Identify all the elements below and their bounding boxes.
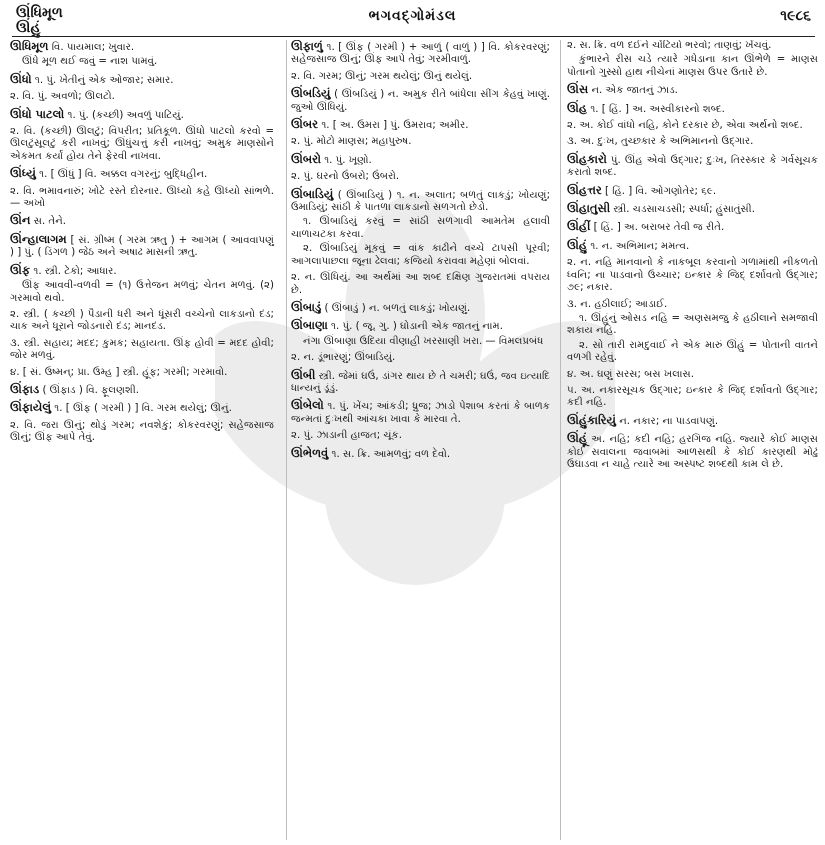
headword: ઊંહકારો [567,151,607,166]
definition-text: અ. નહિ; કદી નહિ; હરગિજ નહિ. જ્યારે કોઈ માણસ કોઈ સવાલના જવાબમાં આળસથી કે કોઈ કારણથી મોઢું ઉઘાડવા ન ચાહે ત્યારે આ અસ્પષ્ટ શબ્દથી કામ લે છે. [567,434,818,470]
dictionary-entry [10,367,274,379]
dictionary-entry [291,447,550,461]
definition-text: ૪. અ. ઘણું સરસ; બસ ખલાસ. [567,368,694,380]
definition-text: [ હિં. ] અ. બરાબર તેવી જ રીતે. [590,222,725,234]
dictionary-entry [291,118,550,132]
headword: ઊંહાતુસી [567,201,611,216]
definition-text: ( ઊંફાડ ) વિ. ફૂલણશી. [39,384,140,396]
dictionary-entry [567,136,818,148]
definition-text: ૩. ન. હઠીલાઈ; આડાઈ. [567,298,668,310]
headword: ઊંબર [291,117,319,132]
column-3 [560,40,818,840]
definition-text: ૨. વિ. (કચ્છી) ઊલટું; વિપરીત; પ્રતિકૂળ. ઊંધો પાટલો કરવો = ઊલટુંસૂલટું કરી નાખવું; ઊંધુંચત્તું કરી નાખવું; અમુક માણસોને એકમત કર્યાં હોય તેને ફેરવી નાખવા. [10,126,274,162]
definition-text: નંગા ઊંબાણા ઉદિયા વીણાહી ખરસાણી ખરા. — વિમલપ્રબંધ [303,335,544,347]
headword: ઊંફાડ [10,381,40,396]
header-first-word: ઊંધિમૂળ [16,5,63,21]
headword: ઊંભેળવું [291,445,329,460]
headword: ઊંબેલો [291,398,324,413]
headword: ઊંન્હાલાગમ [10,231,67,246]
definition-text: ૨. અ. કોઈ વાંધો નહિ, કોને દરકાર છે, એવા અર્થનો શબ્દ. [567,120,803,132]
headword: ઊંબાડિયું [291,186,334,201]
headword: ઊંહૂં [567,431,588,446]
headword: ઊંબડિયું [291,86,331,101]
headword: ઊંફ [10,262,31,277]
dictionary-entry [291,40,550,67]
headword: ઊંબરો [291,151,321,166]
definition-text: કુંભારને રીસ ચડે ત્યારે ગધેડાના કાન ઊંભેળે = માણસ પોતાનો ગુસ્સો હાથ નીચેનાં માણસ ઉપર ઉતારે છે. [567,54,818,78]
dictionary-entry [10,264,274,278]
headword: ઊંહ [567,100,588,115]
dictionary-entry [10,108,274,122]
definition-text: ૨. વિ. પું. અવળો; ઊલટો. [10,91,115,103]
header-title: ભગવદ્ગોમંડલ [368,8,457,24]
dictionary-entry [567,239,818,253]
definition-text: સ્ત્રી. જેમાં ઘઉં, ડાંગર થાય છે તે ચમરી; ઘઉં, જવ ઇત્યાદિ ધાન્યનું ડૂંડું. [291,370,550,394]
dictionary-entry [567,313,818,338]
dictionary-entry [10,56,274,68]
definition-text: ૨. સ્ત્રી. ( કચ્છી ) પૈડાની ધરી અને ધૂંસરી વચ્ચેનો લાકડાનો દંડ; ચાક અને ધૂરાને જોડનારો દંડ; માનદંડ. [10,308,274,333]
headword: ઊંફાળું [291,40,323,53]
definition-text: ૨. પું. મોટો માણસ; મહાપુરુષ. [291,136,412,148]
dictionary-entry [567,120,818,132]
definition-text: ૧. સ. ક્રિ. આમળવું; વળ દેવો. [328,448,451,460]
headword: ઊંબાણા [291,318,328,333]
dictionary-entry [10,309,274,334]
definition-text: ૨. સ. ક્રિ. વળ દઈને ચોંટિયો ભરવો; તાણવું; ખેંચવું. [567,40,772,51]
dictionary-entry [291,301,550,315]
definition-text: ૧. ઊંહુંનું ઓસડ નહિ = અણસમજુ કે હઠીલાને સમજાવી શકાય નહિ. [567,312,818,337]
definition-text: ( ઊંબડિયું ) ન. અમુક રીતે બાંધેલા સીંગ કેહવું ખાણું. જુઓ ઊંધિયું. [291,89,550,113]
dictionary-entry [10,91,274,103]
dictionary-entry [291,369,550,396]
headword: ઊંધો પાટલો [10,106,65,121]
dictionary-entry [567,340,818,365]
column-1 [10,40,278,840]
dictionary-entry [291,71,550,83]
definition-text: ૪. [ સં. ઉષ્મન્; પ્રા. ઉમ્હ ] સ્ત્રી. હૂંફ; ગરમી; ગરમાવો. [10,366,228,378]
definition-text: ૧. ઊંબાડિયું કરવું = સાંઠી સળગાવી આમતેમ હલાવી ચાળાચટકા કરવા. [291,216,550,240]
definition-text: ૨. ન. ઊંધિયું. આ અર્થમાં આ શબ્દ દક્ષિણ ગુજરાતમાં વપરાય છે. [291,272,550,296]
dictionary-entry [10,420,274,445]
dictionary-entry [10,338,274,363]
dictionary-entry [567,83,818,97]
headword: ઊંધો [10,71,32,86]
dictionary-entry [291,430,550,442]
dictionary-entry [567,54,818,79]
dictionary-entry [291,188,550,215]
dictionary-entry [567,202,818,216]
definition-text: ૧. ન. અભિમાન; મમત્વ. [587,240,690,252]
definition-text: ( ઊંબાડિયું ) ૧. ન. અલાત; બળતું લાકડું; ખોયણું; ઉમાડિયું; સાંઠી કે પાતળા લાકડાનો સળગતો છેડો. [291,189,550,214]
dictionary-entry [567,184,818,198]
definition-text: ૨. વિ. ભમાવનારું; ખોટે રસ્તે દોરનાર. ઊધ્યો કહે ઊધ્યો સાંભળે. — અખો [10,185,274,210]
definition-text: ૧. [ અ. ઉમરા ] પું. ઉમરાવ; અમીર. [318,120,469,132]
definition-text: [ હિં. ] વિ. ઓગણોતેર; ૬૯. [601,185,717,197]
definition-text: [ સં. ગ્રીષ્મ ( ગરમ ઋતુ ) + આગમ ( આવવાપણું ) ] પું. ( ડિંગળ ) જેઠ અને અષાઢ માસની ઋતુ. [10,234,274,259]
headword: ઊંહત્તર [567,182,602,197]
definition-text: ૧. [ હિં. ] અ. અસ્વીકારનો શબ્દ. [587,103,725,115]
dictionary-entry [567,257,818,294]
dictionary-entry [10,40,274,54]
definition-text: ૨. ન. નહિ માનવાનો કે નાકબૂલ કરવાનો ગળામાંથી નીકળતો ધ્વનિ; ના પાડવાનો ઉચ્ચાર; ઇન્કાર કે જિદ્ દર્શાવતો ઉદ્ગાર; ૭૯; નકાર. [567,257,818,294]
dictionary-entry [291,336,550,348]
definition-text: વિ. પાયમાલ; ખુવાર. [48,42,135,53]
definition-text: ૧. [ ઊંફ ( ગરમી ) + આળું ( વાળું ) ] વિ. કોકરવરણું; સહેજસાજ ઊનું; ઊંફ આપે તેવું; ગરમીવાળું. [291,42,550,66]
dictionary-entry [291,171,550,183]
definition-text: ઊંફ આવવી-વળવી = (૧) ઉત્તેજન મળવું; ચેતન મળવું. (૨) ગરમાવો થવો. [10,280,274,304]
dictionary-entry [291,319,550,333]
definition-text: ૩. અ. દુઃખ, તુચ્છકાર કે અભિમાનનો ઉદ્ગાર. [567,136,754,148]
headword: ઊંફાયેલું [10,400,52,415]
dictionary-entry [291,153,550,167]
headword: ઊંધ્યું [10,166,36,181]
dictionary-entry [567,385,818,410]
dictionary-entry [567,220,818,234]
definition-text: ૫. અ. નકારસૂચક ઉદ્ગાર; ઇન્કાર કે જિદ્ દર્શાવતો ઉદ્ગાર; કદી નહિ. [567,384,818,409]
headword: ઊંહું [567,237,588,252]
definition-text: ૧. પું. ખૂણો. [320,154,372,166]
headword: ઊંબાડું [291,299,322,314]
headword: ઊંહીં [567,219,591,234]
page-number: ૧૯૮૬ [780,8,811,24]
dictionary-entry [567,414,818,428]
dictionary-entry [10,186,274,211]
header-divider [12,36,815,37]
dictionary-entry [10,167,274,181]
dictionary-entry [291,352,550,364]
definition-text: ( ઊંબાડું ) ન. બળતું લાકડું; ખોયણું. [321,302,471,314]
dictionary-entry [10,401,274,415]
headword: ઊંસ [567,82,589,97]
definition-text: ન. એક જાતનું ઝાડ. [588,85,678,97]
headword: ઊંન [10,213,31,228]
dictionary-entry [567,40,818,52]
page-header [8,4,817,34]
header-last-word: ઊંહું [16,20,41,36]
definition-text: પું. ઊંહ એવો ઉદ્ગાર; દુઃખ, તિરસ્કાર કે ગર્વસૂચક કરાતો શબ્દ. [567,154,818,179]
definition-text: ૨. વિ. ગરમ; ઊનું; ગરમ થયેલું; ઊનું થયેલું. [291,70,473,82]
dictionary-entry [567,369,818,381]
definition-text: ૨. વિ. જરા ઊનું; થોડું ગરમ; નવશેકું; કોકરવરણું; સહેજસાજ ઊનું; ઊંફ આપે તેવું. [10,419,274,444]
definition-text: ૨. સો તારી રામદુવાઈ ને એક મારું ઊંહું = પોતાની વાતને વળગી રહેવું. [567,339,818,364]
definition-text: ઊંધે મૂળ થઈ જવું = નાશ પામવું. [22,56,158,68]
definition-text: ૧. પું. ( જૂ. ગુ. ) ઘોડાની એક જાતનું નામ. [327,321,503,333]
definition-text: ૧. પું. (કચ્છી) અવળું પાટિયું. [64,109,184,121]
definition-text: સ. તેને. [30,216,67,228]
dictionary-entry [10,383,274,397]
dictionary-entry [10,233,274,260]
headword: ઊંધિમૂળ [10,40,49,53]
definition-text: ૨. ન. ડૂંભારણું; ઊંબાડિયું. [291,352,396,364]
definition-text: ૧. [ ઊંધું ] વિ. અક્કલ વગરનું; બુદ્ધિહીન. [35,169,208,181]
dictionary-entry [291,399,550,426]
definition-text: ૨. પું. ઘરનો ઉંબરો; ઉંબરો. [291,171,400,183]
definition-text: ૧. [ ઊંફ ( ગરમી ) ] વિ. ગરમ થયેલું; ઊનું. [51,403,232,415]
definition-text: ૩. સ્ત્રી. સહાય; મદદ; કુમક; સહાયતા. ઊંફ હોવી = મદદ હોવી; જોર મળવું. [10,337,274,362]
headword: ઊંબી [291,367,316,382]
dictionary-entry [291,243,550,268]
dictionary-entry [291,216,550,241]
headword: ઊંહુંકારિયું [567,412,616,427]
dictionary-entry [291,87,550,114]
dictionary-entry [291,272,550,297]
column-2 [286,40,554,840]
dictionary-entry [10,280,274,305]
definition-text: ૧. પું. ખેતીનું એક ઓજાર; સમાર. [31,74,174,86]
definition-text: ૧. સ્ત્રી. ટેકો; આધાર. [30,265,117,277]
definition-text: ૨. ઊંબાડિયું મૂકવું = વાંક કાઢીને વચ્ચે ટાપસી પૂરવી; આગલાપાછલા જૂના ઢેલવા; કજિયો કરાવવા મહેણાં બોલવાં. [291,243,550,267]
dictionary-entry [567,432,818,471]
dictionary-entry [567,153,818,180]
dictionary-entry [10,126,274,163]
dictionary-entry [10,214,274,228]
definition-text: ૧. પું. ખેંચ; આંકડી; ધ્રુજ; ઝાડો પેશાબ કરતાં કે બાળક જન્મતાં દુઃખથી આંચકા ખાવા કે મારવા તે. [291,401,550,425]
dictionary-entry [567,102,818,116]
definition-text: સ્ત્રી. ચડસાચડસી; સ્પર્ધા; હુંસાતુંસી. [610,204,755,216]
definition-text: ૨. પું. ઝાડાની હાજત; ચૂંક. [291,430,402,442]
definition-text: ન. નકાર; ના પાડવાપણું. [615,415,719,427]
dictionary-entry [10,73,274,87]
dictionary-entry [291,136,550,148]
dictionary-entry [567,299,818,311]
